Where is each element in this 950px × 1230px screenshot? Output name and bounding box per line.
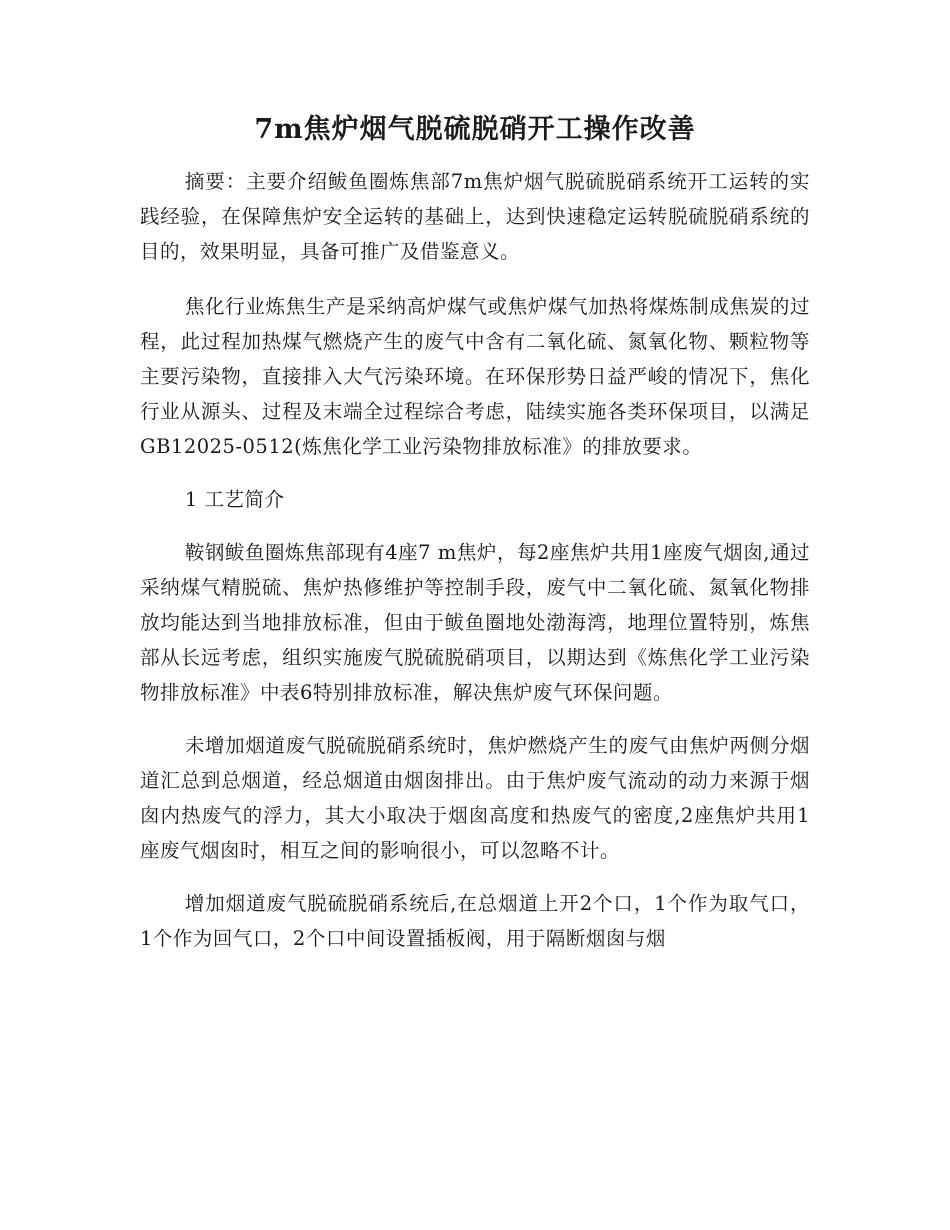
- body-paragraph-process-2: 未增加烟道废气脱硫脱硝系统时，焦炉燃烧产生的废气由焦炉两侧分烟道汇总到总烟道，经总烟道由烟囱排出。由于焦炉废气流动的动力来源于烟囱内热废气的浮力，其大小取决于烟囱高度和热废气的密度,2座焦炉共用1座废气烟囱时，相互之间的影响很小，可以忽略不计。: [140, 734, 810, 862]
- body-paragraph-intro: 焦化行业炼焦生产是采纳高炉煤气或焦炉煤气加热将煤炼制成焦炭的过程，此过程加热煤气燃烧产生的废气中含有二氧化硫、氮氧化物、颗粒物等主要污染物，直接排入大气污染环境。在环保形势日益严峻的情况下，焦化行业从源头、过程及末端全过程综合考虑，陆续实施各类环保项目，以满足GB12025-0512(炼焦化学工业污染物排放标准》的排放要求。: [140, 295, 810, 458]
- body-paragraph-process-3: 增加烟道废气脱硫脱硝系统后,在总烟道上开2个口，1个作为取气口，1个作为回气口，2个口中间设置插板阀，用于隔断烟囱与烟: [140, 892, 810, 950]
- abstract-paragraph: 摘要：主要介绍鲅鱼圈炼焦部7m焦炉烟气脱硫脱硝系统开工运转的实践经验，在保障焦炉安全运转的基础上，达到快速稳定运转脱硫脱硝系统的目的，效果明显，具备可推广及借鉴意义。: [140, 170, 810, 263]
- section-heading-process: 1 工艺简介: [184, 488, 285, 511]
- body-paragraph-process-1: 鞍钢鲅鱼圈炼焦部现有4座7 m焦炉，每2座焦炉共用1座废气烟囱,通过采纳煤气精脱硫、焦炉热修维护等控制手段，废气中二氧化硫、氮氧化物排放均能达到当地排放标准，但由于鲅鱼圈地处渤海湾，地理位置特别，炼焦部从长远考虑，组织实施废气脱硫脱硝项目，以期达到《炼焦化学工业污染物排放标准》中表6特别排放标准，解决焦炉废气环保问题。: [140, 541, 810, 704]
- document-title: 7m焦炉烟气脱硫脱硝开工操作改善: [254, 114, 696, 145]
- document-page: [140, 110, 810, 974]
